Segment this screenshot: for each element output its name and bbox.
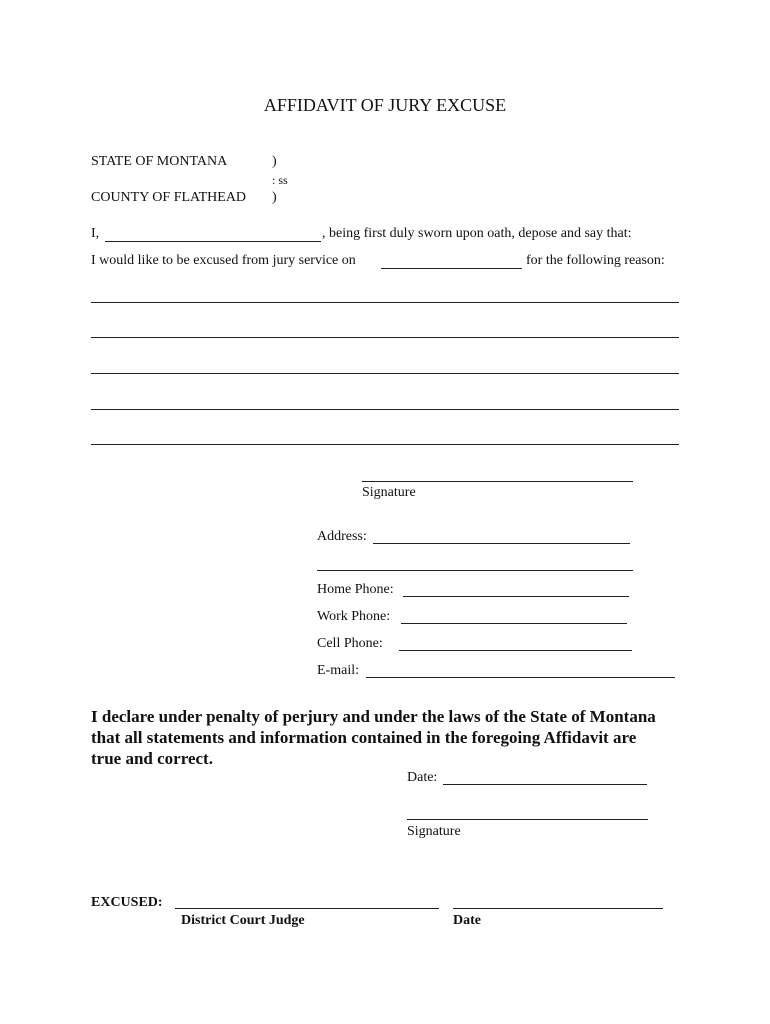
excuse-date-field[interactable] [381,268,522,269]
excused-label: EXCUSED: [91,895,163,910]
declaration-line-1: I declare under penalty of perjury and under the laws of the State of Montana [91,707,656,726]
cell-phone-field[interactable] [399,650,632,651]
declaration-line-3: true and correct. [91,749,213,768]
judge-date-field[interactable] [453,908,663,909]
judge-signature-field[interactable] [175,908,439,909]
reason-line[interactable] [91,444,679,445]
venue-ss: : ss [272,173,288,187]
declaration-line-2: that all statements and information contained in the foregoing Affidavit are [91,728,637,747]
reason-line[interactable] [91,302,679,303]
excuse-suffix: for the following reason: [526,253,665,268]
excuse-prefix: I would like to be excused from jury service on [91,253,356,268]
oath-suffix: , being first duly sworn upon oath, depose and say that: [322,226,632,241]
signature2-label: Signature [407,824,461,839]
address-label: Address: [317,529,367,544]
reason-line[interactable] [91,337,679,338]
signature-field[interactable] [362,481,633,482]
venue-state: STATE OF MONTANA [91,154,228,169]
page-title: AFFIDAVIT OF JURY EXCUSE [263,95,507,115]
reason-line[interactable] [91,373,679,374]
venue-paren-top: ) [272,154,277,169]
footer-date-label: Date [453,913,481,928]
cell-phone-label: Cell Phone: [317,636,383,651]
home-phone-label: Home Phone: [317,582,394,597]
home-phone-field[interactable] [403,596,629,597]
address-field-line2[interactable] [317,570,633,571]
email-label: E-mail: [317,663,359,678]
work-phone-field[interactable] [401,623,627,624]
date-field[interactable] [443,784,647,785]
venue-county: COUNTY OF FLATHEAD [91,190,247,205]
judge-label: District Court Judge [181,913,305,928]
date-label: Date: [407,770,438,785]
signature-label: Signature [362,485,416,500]
name-field[interactable] [105,241,321,242]
address-field[interactable] [373,543,630,544]
signature2-field[interactable] [407,819,648,820]
oath-prefix: I, [91,226,100,241]
work-phone-label: Work Phone: [317,609,391,624]
email-field[interactable] [366,677,675,678]
venue-paren-bottom: ) [272,190,277,205]
reason-line[interactable] [91,409,679,410]
